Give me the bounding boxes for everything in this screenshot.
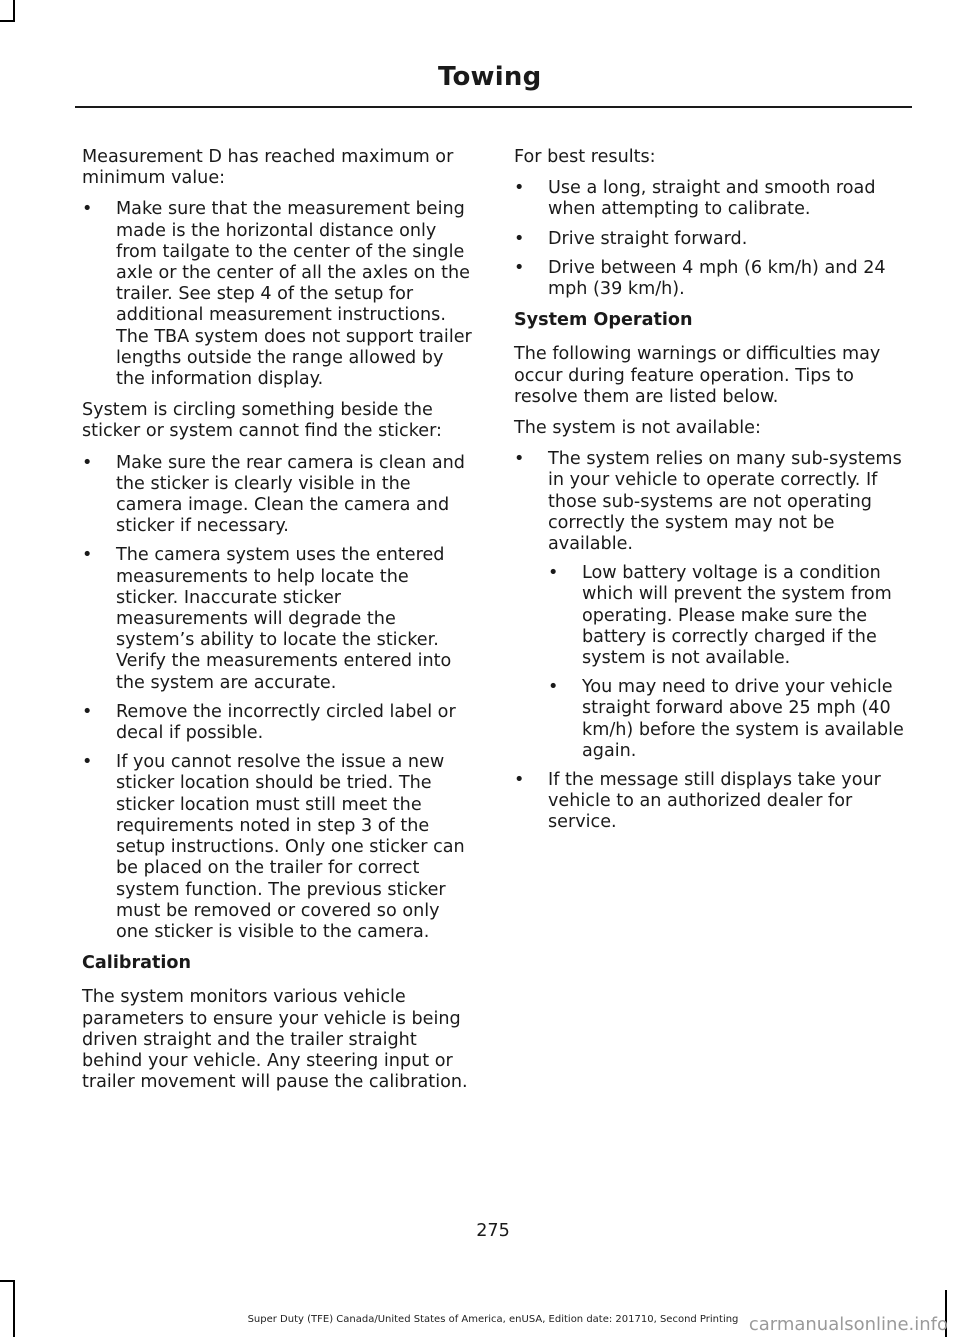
list-item: • The camera system uses the entered measurements to help locate the sticker. Inaccurate sticker measurements will degrade the system’s ability to locate the sticker. Verify the measurements entered into the system are accurate.	[82, 545, 474, 693]
list-item: • If you cannot resolve the issue a new sticker location should be tried. The sticker location must still meet the requirements noted in step 3 of the setup instructions. Only one sticker can be placed on the trailer for correct system function. The previous sticker must be removed or covered so only one sticker is visible to the camera.	[82, 752, 474, 943]
list-item: • Remove the incorrectly circled label or decal if possible.	[82, 702, 474, 744]
crop-mark	[13, 1280, 15, 1337]
list-item: • Make sure the rear camera is clean and the sticker is clearly visible in the camera image. Clean the camera and sticker if necessary.	[82, 453, 474, 538]
paragraph: Measurement D has reached maximum or minimum value:	[82, 147, 454, 189]
paragraph: The system monitors various vehicle parameters to ensure your vehicle is being driven straight and the trailer straight behind your vehicle. Any steering input or trailer movement will pause the calibration.	[82, 987, 468, 1093]
crop-mark	[0, 20, 15, 22]
list-item-text: The system relies on many sub-systems in your vehicle to operate correctly. If those sub-systems are not operating correctly the system may not be available.	[548, 449, 902, 555]
bullet-list	[514, 178, 906, 300]
bullet-list	[82, 199, 474, 390]
footer-text: Super Duty (TFE) Canada/United States of America, enUSA, Edition date: 201710, Second Printing	[247, 1314, 739, 1325]
bullet-list	[82, 453, 474, 943]
sub-bullet-list	[548, 563, 906, 762]
right-column	[514, 147, 906, 844]
paragraph: System is circling something beside the sticker or system cannot find the sticker:	[82, 400, 442, 442]
header-rule	[75, 106, 912, 108]
list-item: • Drive between 4 mph (6 km/h) and 24 mph (39 km/h).	[514, 258, 906, 300]
page-title: Towing	[438, 62, 542, 92]
sub-list-item: • Low battery voltage is a condition which will prevent the system from operating. Please make sure the battery is correctly charged if the system is not available.	[548, 563, 906, 669]
crop-mark	[0, 1280, 15, 1282]
paragraph: The system is not available:	[514, 418, 761, 439]
left-column	[82, 147, 474, 1103]
crop-mark	[13, 0, 15, 22]
list-item: • Use a long, straight and smooth road when attempting to calibrate.	[514, 178, 906, 220]
paragraph: For best results:	[514, 147, 656, 167]
section-heading-calibration: Calibration	[82, 953, 192, 974]
list-item: • Drive straight forward.	[514, 229, 906, 250]
list-item: • Make sure that the measurement being made is the horizontal distance only from tailgate to the center of the single axle or the center of all the axles on the trailer. See step 4 of the setup for additional measurement instructions. The TBA system does not support trailer lengths outside the range allowed by the information display.	[82, 199, 474, 390]
list-item	[514, 449, 906, 762]
sub-list-item: • You may need to drive your vehicle straight forward above 25 mph (40 km/h) before the system is available again.	[548, 677, 906, 762]
list-item: • If the message still displays take your vehicle to an authorized dealer for service.	[514, 770, 906, 834]
paragraph: The following warnings or difficulties may occur during feature operation. Tips to resolve them are listed below.	[514, 344, 881, 407]
bullet-list	[514, 449, 906, 833]
watermark: carmanualsonline.info	[748, 1314, 948, 1335]
section-heading-system-operation: System Operation	[514, 310, 693, 331]
page-number: 275	[476, 1221, 510, 1241]
